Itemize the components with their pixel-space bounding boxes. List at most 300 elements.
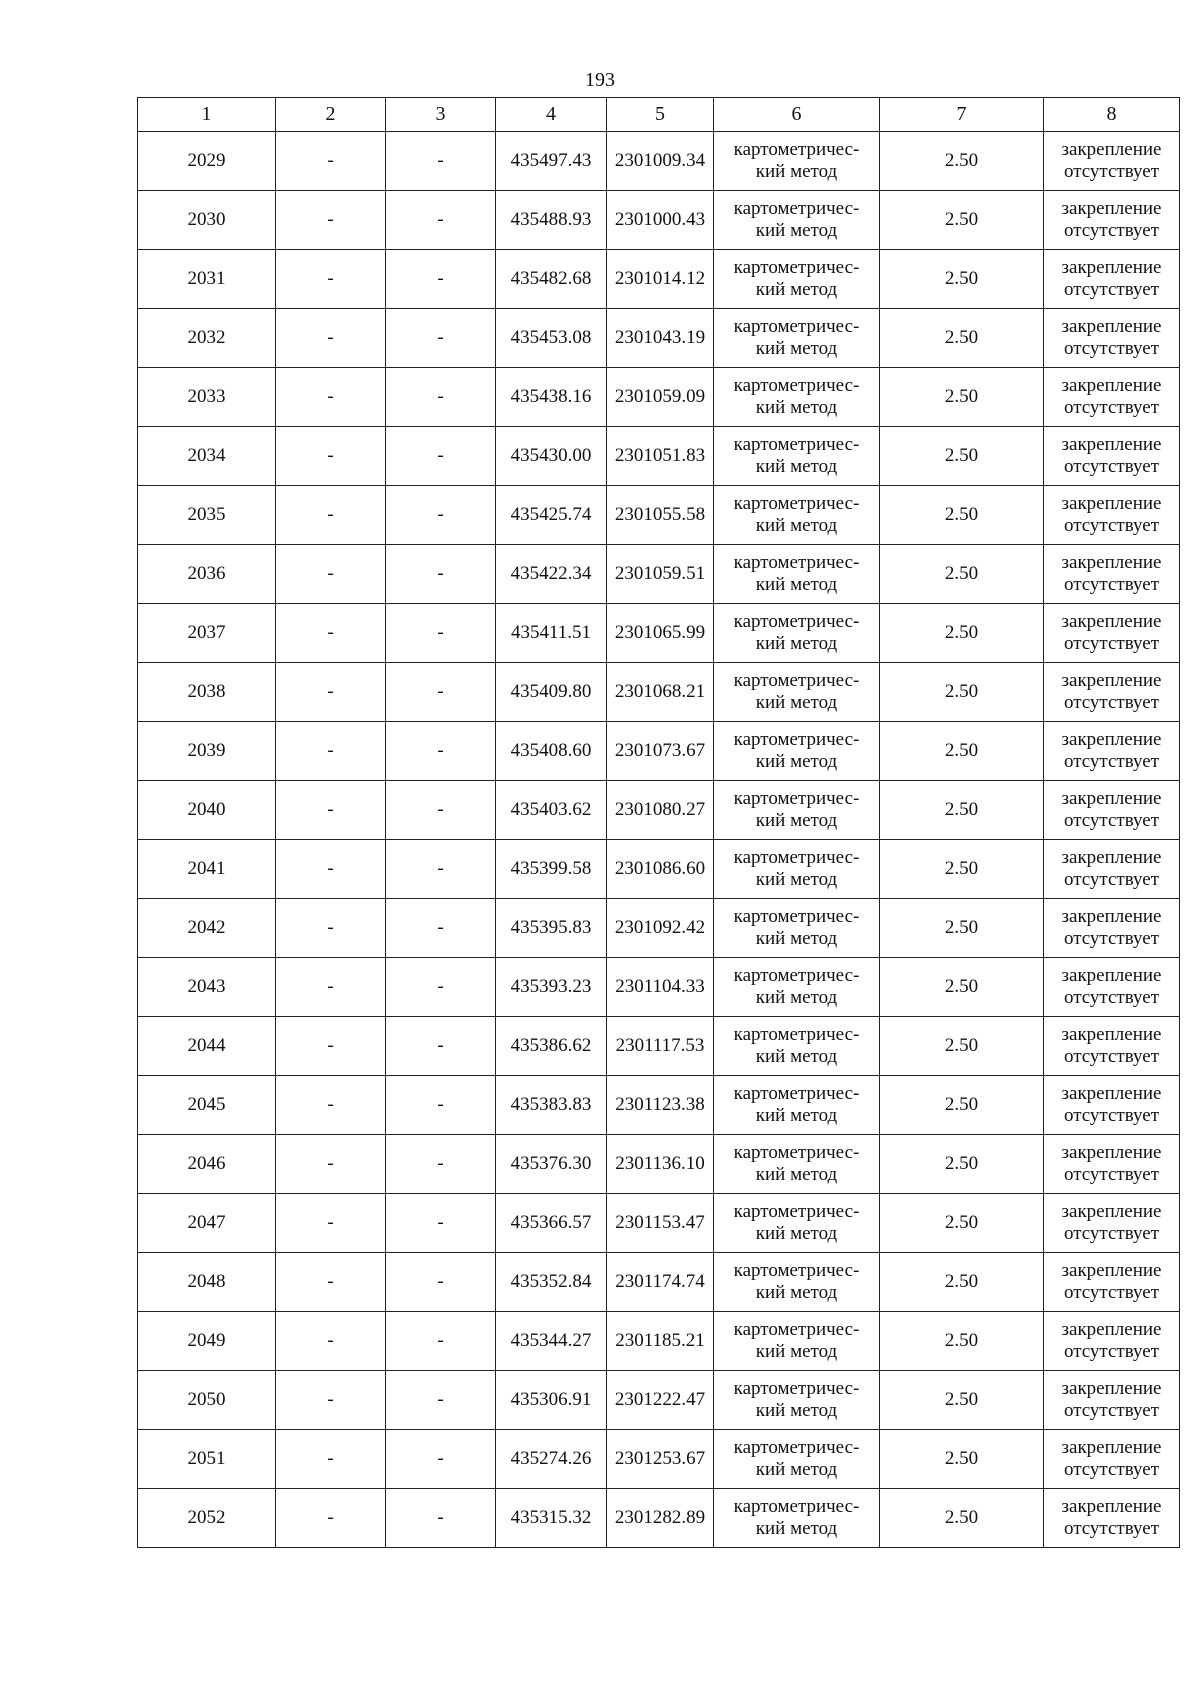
column-2-cell: - [276,1371,386,1430]
y-coordinate-cell: 2301000.43 [607,191,714,250]
fixing-line-1: закрепление [1061,493,1162,514]
table-row [138,1489,1180,1548]
point-number-cell: 2046 [138,1135,276,1194]
column-3-cell: - [386,1430,496,1489]
y-coordinate-cell: 2301009.34 [607,132,714,191]
column-3-cell: - [386,1135,496,1194]
column-3-cell: - [386,604,496,663]
method-cell [714,1489,880,1548]
x-coordinate-cell: 435395.83 [496,899,607,958]
method-line-2: кий метод [755,338,838,359]
x-coordinate-cell: 435425.74 [496,486,607,545]
column-header: 3 [386,98,496,132]
y-coordinate-cell: 2301222.47 [607,1371,714,1430]
table-row [138,1135,1180,1194]
method-line-2: кий метод [755,1105,838,1126]
fixing-cell [1044,958,1180,1017]
point-number-cell: 2049 [138,1312,276,1371]
table-row [138,132,1180,191]
x-coordinate-cell: 435488.93 [496,191,607,250]
fixing-line-1: закрепление [1061,257,1162,278]
method-cell [714,663,880,722]
table-row [138,1253,1180,1312]
accuracy-cell: 2.50 [880,604,1044,663]
column-header: 2 [276,98,386,132]
fixing-line-1: закрепление [1061,965,1162,986]
method-cell [714,1017,880,1076]
y-coordinate-cell: 2301073.67 [607,722,714,781]
method-line-1: картометричес- [733,1378,860,1399]
column-2-cell: - [276,486,386,545]
y-coordinate-cell: 2301123.38 [607,1076,714,1135]
y-coordinate-cell: 2301059.51 [607,545,714,604]
column-header: 1 [138,98,276,132]
y-coordinate-cell: 2301253.67 [607,1430,714,1489]
fixing-line-2: отсутствует [1063,751,1160,772]
fixing-cell [1044,486,1180,545]
table-row [138,781,1180,840]
accuracy-cell: 2.50 [880,840,1044,899]
x-coordinate-cell: 435438.16 [496,368,607,427]
column-header: 4 [496,98,607,132]
fixing-line-2: отсутствует [1063,987,1160,1008]
fixing-line-1: закрепление [1061,788,1162,809]
fixing-line-2: отсутствует [1063,220,1160,241]
fixing-line-2: отсутствует [1063,633,1160,654]
x-coordinate-cell: 435411.51 [496,604,607,663]
method-cell [714,1135,880,1194]
point-number-cell: 2047 [138,1194,276,1253]
accuracy-cell: 2.50 [880,368,1044,427]
x-coordinate-cell: 435366.57 [496,1194,607,1253]
method-line-1: картометричес- [733,1496,860,1517]
fixing-cell [1044,781,1180,840]
column-3-cell: - [386,486,496,545]
method-line-1: картометричес- [733,198,860,219]
column-2-cell: - [276,958,386,1017]
fixing-line-2: отсутствует [1063,279,1160,300]
x-coordinate-cell: 435482.68 [496,250,607,309]
method-cell [714,722,880,781]
point-number-cell: 2040 [138,781,276,840]
fixing-line-1: закрепление [1061,1437,1162,1458]
x-coordinate-cell: 435403.62 [496,781,607,840]
fixing-line-2: отсутствует [1063,1341,1160,1362]
fixing-line-1: закрепление [1061,139,1162,160]
method-cell [714,368,880,427]
x-coordinate-cell: 435306.91 [496,1371,607,1430]
fixing-line-1: закрепление [1061,1319,1162,1340]
fixing-cell [1044,1076,1180,1135]
accuracy-cell: 2.50 [880,781,1044,840]
method-line-2: кий метод [755,928,838,949]
y-coordinate-cell: 2301055.58 [607,486,714,545]
accuracy-cell: 2.50 [880,309,1044,368]
column-3-cell: - [386,545,496,604]
accuracy-cell: 2.50 [880,191,1044,250]
accuracy-cell: 2.50 [880,250,1044,309]
method-line-1: картометричес- [733,1201,860,1222]
method-line-1: картометричес- [733,552,860,573]
method-line-2: кий метод [755,987,838,1008]
x-coordinate-cell: 435344.27 [496,1312,607,1371]
fixing-line-1: закрепление [1061,906,1162,927]
column-2-cell: - [276,1430,386,1489]
table-row [138,1194,1180,1253]
column-3-cell: - [386,722,496,781]
y-coordinate-cell: 2301068.21 [607,663,714,722]
column-3-cell: - [386,1194,496,1253]
column-3-cell: - [386,1489,496,1548]
method-line-1: картометричес- [733,906,860,927]
x-coordinate-cell: 435352.84 [496,1253,607,1312]
column-2-cell: - [276,663,386,722]
column-header: 7 [880,98,1044,132]
fixing-line-1: закрепление [1061,1260,1162,1281]
accuracy-cell: 2.50 [880,427,1044,486]
method-line-1: картометричес- [733,965,860,986]
fixing-line-2: отсутствует [1063,869,1160,890]
fixing-cell [1044,1371,1180,1430]
column-2-cell: - [276,545,386,604]
fixing-line-1: закрепление [1061,375,1162,396]
method-cell [714,486,880,545]
fixing-cell [1044,191,1180,250]
accuracy-cell: 2.50 [880,899,1044,958]
fixing-cell [1044,1312,1180,1371]
x-coordinate-cell: 435408.60 [496,722,607,781]
fixing-line-2: отсутствует [1063,810,1160,831]
fixing-cell [1044,899,1180,958]
fixing-line-1: закрепление [1061,1378,1162,1399]
accuracy-cell: 2.50 [880,1430,1044,1489]
table-row [138,840,1180,899]
fixing-cell [1044,722,1180,781]
fixing-line-2: отсутствует [1063,338,1160,359]
column-header: 6 [714,98,880,132]
point-number-cell: 2041 [138,840,276,899]
column-2-cell: - [276,899,386,958]
point-number-cell: 2032 [138,309,276,368]
column-2-cell: - [276,368,386,427]
column-2-cell: - [276,722,386,781]
header-row [138,98,1180,132]
table-row [138,722,1180,781]
method-line-1: картометричес- [733,1319,860,1340]
column-3-cell: - [386,1253,496,1312]
method-cell [714,781,880,840]
method-line-2: кий метод [755,1046,838,1067]
fixing-cell [1044,604,1180,663]
fixing-line-1: закрепление [1061,198,1162,219]
column-3-cell: - [386,1371,496,1430]
method-line-2: кий метод [755,692,838,713]
x-coordinate-cell: 435409.80 [496,663,607,722]
table-row [138,604,1180,663]
table-row [138,250,1180,309]
method-line-1: картометричес- [733,316,860,337]
point-number-cell: 2030 [138,191,276,250]
method-cell [714,1194,880,1253]
column-3-cell: - [386,899,496,958]
column-2-cell: - [276,191,386,250]
fixing-line-1: закрепление [1061,1201,1162,1222]
fixing-line-2: отсутствует [1063,574,1160,595]
fixing-cell [1044,1194,1180,1253]
column-2-cell: - [276,781,386,840]
method-cell [714,840,880,899]
point-number-cell: 2031 [138,250,276,309]
accuracy-cell: 2.50 [880,545,1044,604]
method-line-2: кий метод [755,810,838,831]
table-row [138,1312,1180,1371]
coordinates-table [137,97,1180,1548]
method-line-2: кий метод [755,1223,838,1244]
fixing-cell [1044,1430,1180,1489]
fixing-cell [1044,545,1180,604]
method-line-1: картометричес- [733,1024,860,1045]
point-number-cell: 2042 [138,899,276,958]
column-2-cell: - [276,1489,386,1548]
method-line-1: картометричес- [733,847,860,868]
method-line-1: картометричес- [733,729,860,750]
column-3-cell: - [386,368,496,427]
y-coordinate-cell: 2301153.47 [607,1194,714,1253]
method-line-1: картометричес- [733,375,860,396]
method-line-1: картометричес- [733,1437,860,1458]
method-line-2: кий метод [755,279,838,300]
fixing-line-1: закрепление [1061,552,1162,573]
point-number-cell: 2035 [138,486,276,545]
method-cell [714,1430,880,1489]
point-number-cell: 2039 [138,722,276,781]
table-row [138,958,1180,1017]
column-2-cell: - [276,604,386,663]
method-line-1: картометричес- [733,1083,860,1104]
point-number-cell: 2037 [138,604,276,663]
method-line-2: кий метод [755,1459,838,1480]
column-3-cell: - [386,781,496,840]
column-2-cell: - [276,427,386,486]
y-coordinate-cell: 2301051.83 [607,427,714,486]
method-cell [714,309,880,368]
accuracy-cell: 2.50 [880,1312,1044,1371]
method-line-1: картометричес- [733,1260,860,1281]
fixing-cell [1044,1489,1180,1548]
fixing-line-2: отсутствует [1063,928,1160,949]
fixing-cell [1044,309,1180,368]
y-coordinate-cell: 2301185.21 [607,1312,714,1371]
y-coordinate-cell: 2301080.27 [607,781,714,840]
fixing-cell [1044,1017,1180,1076]
method-cell [714,1253,880,1312]
fixing-cell [1044,663,1180,722]
method-cell [714,1076,880,1135]
table-row [138,1430,1180,1489]
column-3-cell: - [386,309,496,368]
fixing-line-1: закрепление [1061,1083,1162,1104]
x-coordinate-cell: 435453.08 [496,309,607,368]
point-number-cell: 2034 [138,427,276,486]
table-row [138,1371,1180,1430]
method-line-1: картометричес- [733,788,860,809]
table-row [138,309,1180,368]
method-line-2: кий метод [755,161,838,182]
x-coordinate-cell: 435393.23 [496,958,607,1017]
table-row [138,368,1180,427]
y-coordinate-cell: 2301117.53 [607,1017,714,1076]
column-2-cell: - [276,250,386,309]
y-coordinate-cell: 2301014.12 [607,250,714,309]
accuracy-cell: 2.50 [880,486,1044,545]
fixing-line-2: отсутствует [1063,1164,1160,1185]
method-cell [714,427,880,486]
fixing-cell [1044,840,1180,899]
fixing-line-1: закрепление [1061,729,1162,750]
accuracy-cell: 2.50 [880,663,1044,722]
column-2-cell: - [276,1135,386,1194]
method-cell [714,899,880,958]
column-3-cell: - [386,663,496,722]
fixing-line-2: отсутствует [1063,1459,1160,1480]
method-line-2: кий метод [755,1341,838,1362]
method-line-2: кий метод [755,1400,838,1421]
y-coordinate-cell: 2301059.09 [607,368,714,427]
fixing-cell [1044,1253,1180,1312]
fixing-line-1: закрепление [1061,1024,1162,1045]
method-cell [714,958,880,1017]
method-line-2: кий метод [755,456,838,477]
column-3-cell: - [386,840,496,899]
accuracy-cell: 2.50 [880,1194,1044,1253]
fixing-line-2: отсутствует [1063,515,1160,536]
fixing-line-2: отсутствует [1063,1518,1160,1539]
fixing-line-1: закрепление [1061,847,1162,868]
point-number-cell: 2036 [138,545,276,604]
method-line-2: кий метод [755,751,838,772]
column-3-cell: - [386,132,496,191]
point-number-cell: 2050 [138,1371,276,1430]
x-coordinate-cell: 435376.30 [496,1135,607,1194]
column-2-cell: - [276,1253,386,1312]
point-number-cell: 2043 [138,958,276,1017]
x-coordinate-cell: 435386.62 [496,1017,607,1076]
fixing-line-2: отсутствует [1063,456,1160,477]
fixing-line-2: отсутствует [1063,1400,1160,1421]
fixing-line-1: закрепление [1061,316,1162,337]
y-coordinate-cell: 2301043.19 [607,309,714,368]
method-line-1: картометричес- [733,493,860,514]
fixing-line-1: закрепление [1061,434,1162,455]
method-line-1: картометричес- [733,139,860,160]
method-line-1: картометричес- [733,670,860,691]
point-number-cell: 2029 [138,132,276,191]
method-line-2: кий метод [755,633,838,654]
column-3-cell: - [386,958,496,1017]
x-coordinate-cell: 435430.00 [496,427,607,486]
column-2-cell: - [276,1312,386,1371]
column-2-cell: - [276,132,386,191]
page-number-text: 193 [585,69,615,91]
point-number-cell: 2038 [138,663,276,722]
fixing-cell [1044,1135,1180,1194]
y-coordinate-cell: 2301136.10 [607,1135,714,1194]
accuracy-cell: 2.50 [880,1489,1044,1548]
x-coordinate-cell: 435422.34 [496,545,607,604]
table-row [138,1076,1180,1135]
table-row [138,545,1180,604]
fixing-line-2: отсутствует [1063,1105,1160,1126]
method-line-2: кий метод [755,869,838,890]
fixing-cell [1044,427,1180,486]
column-2-cell: - [276,1017,386,1076]
table-row [138,427,1180,486]
method-cell [714,1371,880,1430]
x-coordinate-cell: 435383.83 [496,1076,607,1135]
method-cell [714,604,880,663]
y-coordinate-cell: 2301092.42 [607,899,714,958]
method-cell [714,545,880,604]
point-number-cell: 2045 [138,1076,276,1135]
point-number-cell: 2048 [138,1253,276,1312]
accuracy-cell: 2.50 [880,1253,1044,1312]
column-2-cell: - [276,1194,386,1253]
x-coordinate-cell: 435399.58 [496,840,607,899]
column-3-cell: - [386,250,496,309]
method-cell [714,250,880,309]
fixing-line-2: отсутствует [1063,692,1160,713]
fixing-line-2: отсутствует [1063,1046,1160,1067]
table-row [138,899,1180,958]
method-line-2: кий метод [755,397,838,418]
point-number-cell: 2044 [138,1017,276,1076]
method-line-2: кий метод [755,515,838,536]
method-cell [714,1312,880,1371]
column-2-cell: - [276,309,386,368]
method-line-2: кий метод [755,1164,838,1185]
page-number [0,70,1200,90]
column-2-cell: - [276,840,386,899]
column-3-cell: - [386,1312,496,1371]
fixing-line-2: отсутствует [1063,1223,1160,1244]
accuracy-cell: 2.50 [880,1017,1044,1076]
accuracy-cell: 2.50 [880,132,1044,191]
accuracy-cell: 2.50 [880,722,1044,781]
method-cell [714,132,880,191]
point-number-cell: 2052 [138,1489,276,1548]
y-coordinate-cell: 2301282.89 [607,1489,714,1548]
column-header: 8 [1044,98,1180,132]
table-row [138,663,1180,722]
fixing-cell [1044,250,1180,309]
x-coordinate-cell: 435497.43 [496,132,607,191]
accuracy-cell: 2.50 [880,1076,1044,1135]
column-header: 5 [607,98,714,132]
method-line-2: кий метод [755,1282,838,1303]
fixing-line-2: отсутствует [1063,161,1160,182]
fixing-line-1: закрепление [1061,1496,1162,1517]
column-3-cell: - [386,191,496,250]
column-3-cell: - [386,1017,496,1076]
column-3-cell: - [386,427,496,486]
y-coordinate-cell: 2301086.60 [607,840,714,899]
x-coordinate-cell: 435274.26 [496,1430,607,1489]
fixing-line-1: закрепление [1061,1142,1162,1163]
point-number-cell: 2051 [138,1430,276,1489]
method-line-1: картометричес- [733,257,860,278]
column-3-cell: - [386,1076,496,1135]
fixing-line-1: закрепление [1061,611,1162,632]
